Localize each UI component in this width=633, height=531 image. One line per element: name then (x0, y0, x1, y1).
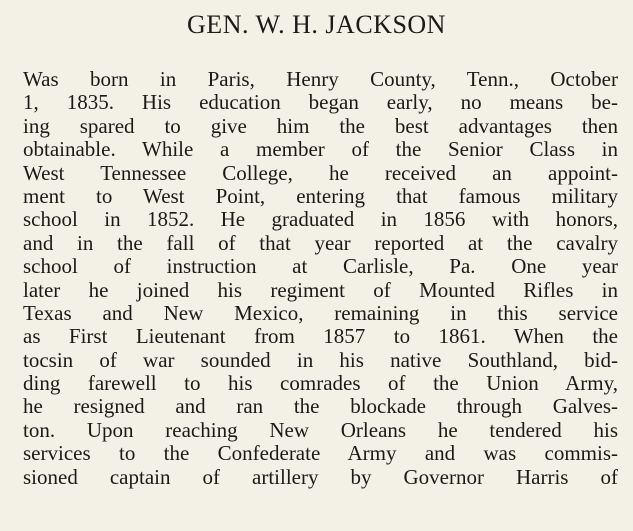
text-line: ding farewell to his comrades of the Union Army, (23, 371, 618, 396)
text-line: West Tennessee College, he received an appoint- (23, 160, 618, 185)
text-line: tocsin of war sounded in his native Southland, bid- (23, 347, 618, 372)
text-line: sioned captain of artillery by Governor Harris of (23, 464, 618, 489)
text-line: as First Lieutenant from 1857 to 1861. When the (23, 324, 618, 349)
text-line: obtainable. While a member of the Senior Class in (23, 137, 618, 162)
text-line: school of instruction at Carlisle, Pa. One year (23, 254, 618, 279)
text-line: Texas and New Mexico, remaining in this service (23, 300, 618, 325)
body-paragraph (23, 68, 618, 489)
page-title: GEN. W. H. JACKSON (187, 10, 446, 39)
text-line: later he joined his regiment of Mounted Rifles in (23, 277, 618, 302)
text-line: ton. Upon reaching New Orleans he tendered his (23, 417, 618, 442)
text-line: school in 1852. He graduated in 1856 with honors, (23, 207, 618, 232)
text-line: 1, 1835. His education began early, no means be- (23, 90, 618, 115)
text-line: services to the Confederate Army and was commis- (23, 441, 618, 466)
text-line: ing spared to give him the best advantages then (23, 113, 618, 138)
text-line: he resigned and ran the blockade through Galves- (23, 394, 618, 419)
text-line: ment to West Point, entering that famous military (23, 183, 618, 208)
text-line: Was born in Paris, Henry County, Tenn., October (23, 67, 618, 91)
text-line: and in the fall of that year reported at the cavalry (23, 230, 618, 255)
